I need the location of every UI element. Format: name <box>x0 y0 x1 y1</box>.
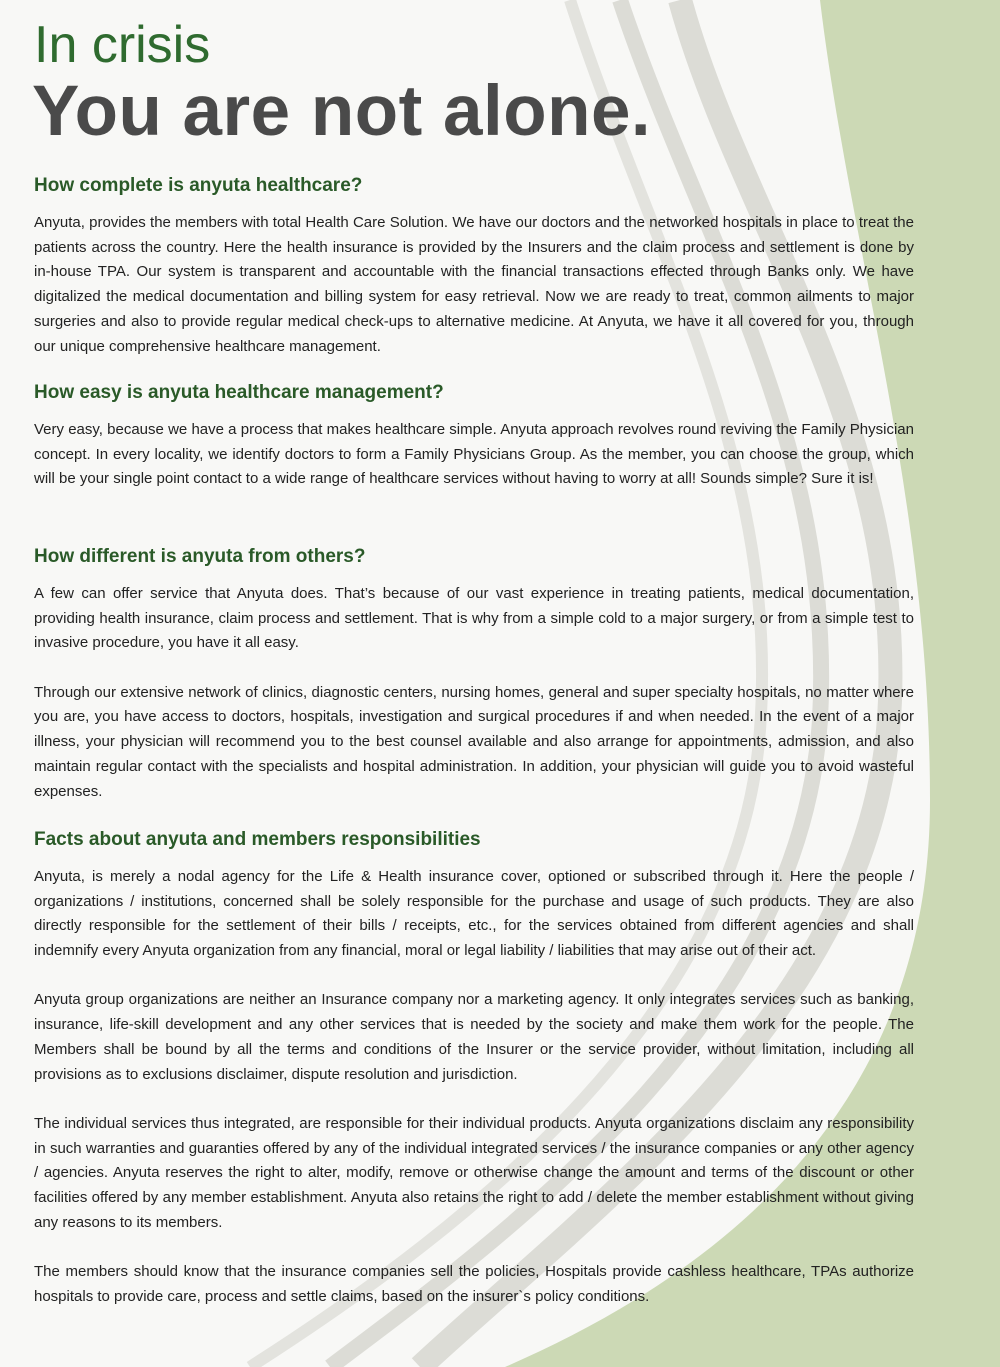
section-paragraph: The individual services thus integrated, are responsible for their individual products. Anyuta organizations disclaim any responsibility in such warranties and guaranties offered by any of the individual integrated services / the insurance companies or any other agency / agencies. Anyuta reserves the right to alter, modify, remove or otherwise change the amount and terms of the discount or other facilities offered by any member establishment. Anyuta also retains the right to add / delete the member establishment without giving any reasons to its members. <box>34 1114 914 1231</box>
section-heading: How easy is anyuta healthcare management? <box>34 382 444 403</box>
section-paragraph: Anyuta group organizations are neither an Insurance company nor a marketing agency. It only integrates services such as banking, insurance, life-skill development and any other services that is needed by the society and make them work for the people. The Members shall be bound by all the terms and conditions of the Insurer or the service provider, without limitation, including all provisions as to exclusions disclaimer, dispute resolution and jurisdiction. <box>34 991 914 1083</box>
section-paragraph: A few can offer service that Anyuta does. That’s because of our vast experience in treating patients, medical documentation, providing health insurance, claim process and settlement. That is why from a simple cold to a major surgery, or from a simple test to invasive procedure, you have it all easy. <box>34 585 914 652</box>
section-heading: Facts about anyuta and members responsibilities <box>34 829 481 850</box>
kicker-title: In crisis <box>34 16 211 74</box>
section-how-complete <box>34 173 914 359</box>
main-headline: You are not alone. <box>32 72 652 151</box>
section-facts-responsibilities <box>34 827 914 1309</box>
section-heading: How complete is anyuta healthcare? <box>34 175 363 196</box>
section-how-easy <box>34 380 914 492</box>
section-paragraph: Very easy, because we have a process that makes healthcare simple. Anyuta approach revolves round reviving the Family Physician concept. In every locality, we identify doctors to form a Family Physicians Group. As the member, you can choose the group, which will be your single point contact to a wide range of healthcare services without having to worry at all! Sounds simple? Sure it is! <box>34 421 914 488</box>
section-paragraph: Anyuta, provides the members with total Health Care Solution. We have our doctors and the networked hospitals in place to treat the patients across the country. Here the health insurance is provided by the Insurers and the claim process and settlement is done by in-house TPA. Our system is transparent and accountable with the financial transactions effected through Banks only. We have digitalized the medical documentation and billing system for easy retrieval. Now we are ready to treat, common ailments to major surgeries and also to provide regular medical check-ups to alternative medicine. At Anyuta, we have it all covered for you, through our unique comprehensive healthcare management. <box>34 214 914 355</box>
section-paragraph: The members should know that the insurance companies sell the policies, Hospitals provide cashless healthcare, TPAs authorize hospitals to provide care, process and settle claims, based on the insurer`s policy conditions. <box>34 1262 914 1305</box>
section-paragraph: Through our extensive network of clinics, diagnostic centers, nursing homes, general and super specialty hospitals, no matter where you are, you have access to doctors, hospitals, investigation and surgical procedures if and when needed. In the event of a major illness, your physician will recommend you to the best counsel available and also arrange for appointments, admission, and also maintain regular contact with the specialists and hospital administration. In addition, your physician will guide you to avoid wasteful expenses. <box>34 683 914 800</box>
section-paragraph: Anyuta, is merely a nodal agency for the Life & Health insurance cover, optioned or subscribed through it. Here the people / organizations / institutions, concerned shall be solely responsible for the purchase and usage of such products. They are also directly responsible for the settlement of their bills / receipts, etc., for the services obtained from different agencies and shall indemnify every Anyuta organization from any financial, moral or legal liability / liabilities that may arise out of their act. <box>34 868 914 960</box>
section-how-different <box>34 544 914 804</box>
section-heading: How different is anyuta from others? <box>34 546 366 567</box>
